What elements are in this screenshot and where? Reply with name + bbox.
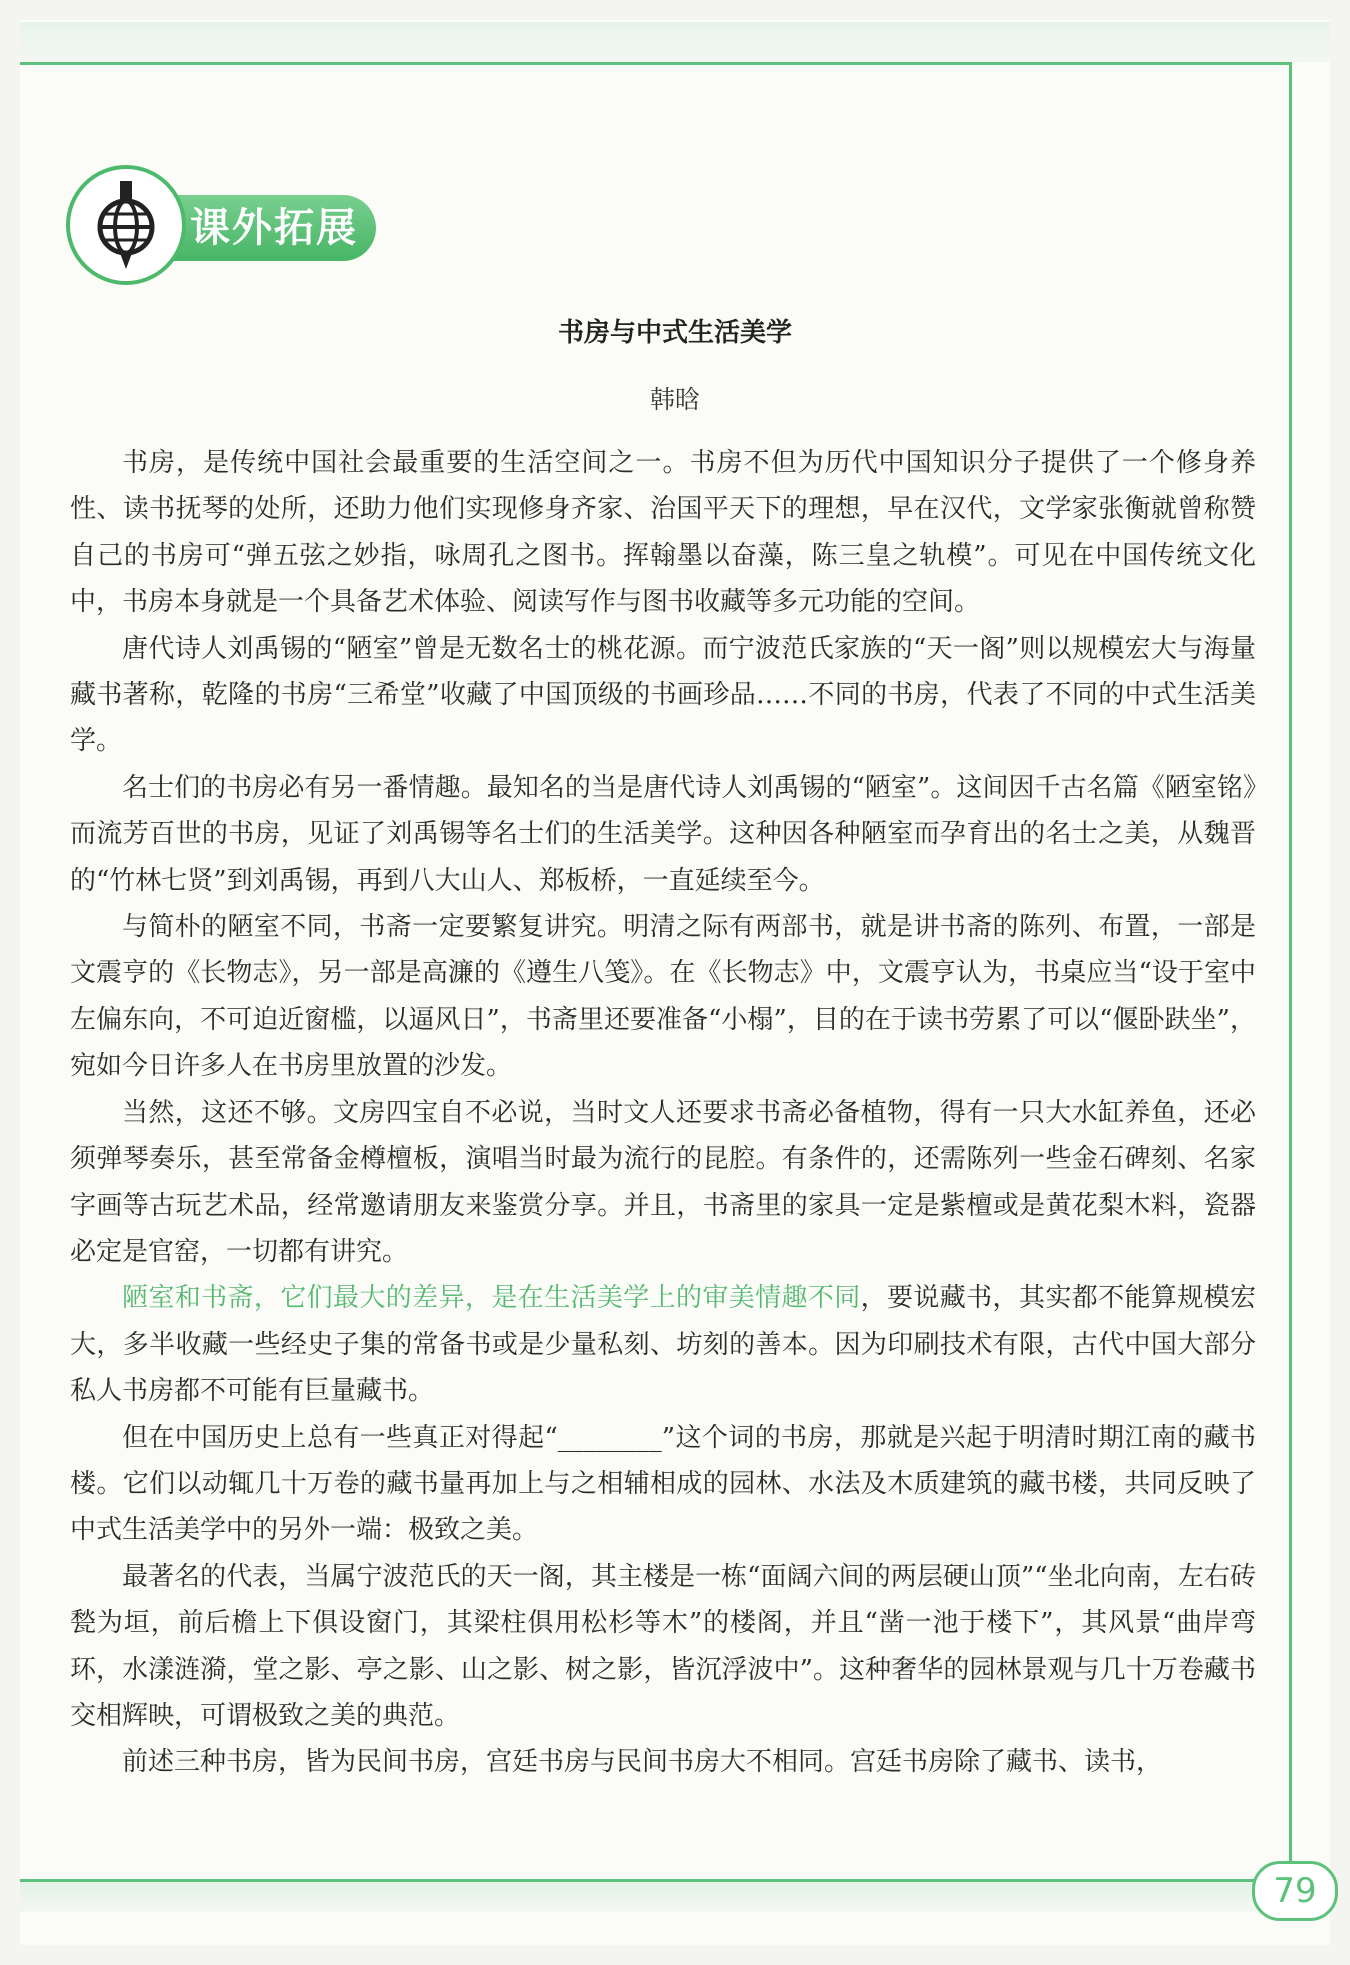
paragraph — [70, 904, 1256, 1090]
paragraph-text: 与简朴的陋室不同，书斋一定要繁复讲究。明清之际有两部书，就是讲书斋的陈列、布置，一部是文震亨的《长物志》，另一部是高濂的《遵生八笺》。在《长物志》中，文震亨认为，书桌应当“设于室中左偏东向，不可迫近窗槛，以逼风日”，书斋里还要准备“小榻”，目的在于读书劳累了可以“偃卧趺坐”，宛如今日许多人在书房里放置的沙发。 — [70, 912, 1256, 1082]
paragraph-text: 书房，是传统中国社会最重要的生活空间之一。书房不但为历代中国知识分子提供了一个修身养性、读书抚琴的处所，还助力他们实现修身齐家、治国平天下的理想，早在汉代，文学家张衡就曾称赞自己的书房可“弹五弦之妙指，咏周孔之图书。挥翰墨以奋藻，陈三皇之轨模”。可见在中国传统文化中，书房本身就是一个具备艺术体验、阅读写作与图书收藏等多元功能的空间。 — [70, 448, 1256, 618]
paragraph-text: 名士们的书房必有另一番情趣。最知名的当是唐代诗人刘禹锡的“陋室”。这间因千古名篇《陋室铭》而流芳百世的书房，见证了刘禹锡等名士们的生活美学。这种因各种陋室而孕育出的名士之美，从魏晋的“竹林七贤”到刘禹锡，再到八大山人、郑板桥，一直延续至今。 — [70, 772, 1256, 896]
paragraph-text: 最著名的代表，当属宁波范氏的天一阁，其主楼是一栋“面阔六间的两层硬山顶”“坐北向南，左右砖甃为垣，前后檐上下俱设窗门，其梁柱俱用松杉等木”的楼阁，并且“凿一池于楼下”，其风景“曲岸弯环，水漾涟漪，堂之影、亭之影、山之影、树之影，皆沉浮波中”。这种奢华的园林景观与几十万卷藏书交相辉映，可谓极致之美的典范。 — [70, 1561, 1256, 1731]
section-label: 课外拓展 — [190, 205, 358, 251]
article-author: 韩晗 — [649, 385, 700, 414]
paragraph-text: 当然，这还不够。文房四宝自不必说，当时文人还要求书斋必备植物，得有一只大水缸养鱼，还必须弹琴奏乐，甚至常备金樽檀板，演唱当时最为流行的昆腔。有条件的，还需陈列一些金石碑刻、名家字画等古玩艺术品，经常邀请朋友来鉴赏分享。并且，书斋里的家具一定是紫檀或是黄花梨木料，瓷器必定是官窑，一切都有讲究。 — [70, 1097, 1256, 1267]
paragraph — [70, 1415, 1256, 1554]
paragraph-text: 唐代诗人刘禹锡的“陋室”曾是无数名士的桃花源。而宁波范氏家族的“天一阁”则以规模宏大与海量藏书著称，乾隆的书房“三希堂”收藏了中国顶级的书画珍品……不同的书房，代表了不同的中式生活美学。 — [70, 633, 1256, 757]
globe-pen-icon — [66, 165, 186, 285]
paragraph — [70, 1275, 1256, 1414]
paragraph — [70, 1739, 1256, 1785]
article-body — [70, 440, 1256, 1786]
paragraph-text: ，要说藏书，其实都不能算规模宏大，多半收藏一些经史子集的常备书或是少量私刻、坊刻的善本。因为印刷技术有限，古代中国大部分私人书房都不可能有巨量藏书。 — [70, 1283, 1256, 1407]
paragraph — [70, 1090, 1256, 1276]
top-border-line — [20, 62, 1292, 65]
section-badge — [66, 165, 378, 291]
paragraph-text: 但在中国历史上总有一些真正对得起“________”这个词的书房，那就是兴起于明清时期江南的藏书楼。它们以动辄几十万卷的藏书量再加上与之相辅相成的园林、水法及木质建筑的藏书楼，共同反映了中式生活美学中的另外一端：极致之美。 — [70, 1422, 1256, 1546]
highlighted-sentence: 陋室和书斋，它们最大的差异，是在生活美学上的审美情趣不同 — [122, 1283, 861, 1314]
paragraph — [70, 626, 1256, 765]
paragraph — [70, 440, 1256, 626]
article-title: 书房与中式生活美学 — [557, 318, 792, 348]
page-number: 79 — [1252, 1861, 1338, 1921]
paragraph-text: 前述三种书房，皆为民间书房，宫廷书房与民间书房大不相同。宫廷书房除了藏书、读书， — [122, 1747, 1163, 1778]
paragraph — [70, 1554, 1256, 1740]
bottom-band — [20, 1882, 1330, 1912]
paragraph — [70, 765, 1256, 904]
top-band — [20, 22, 1330, 62]
